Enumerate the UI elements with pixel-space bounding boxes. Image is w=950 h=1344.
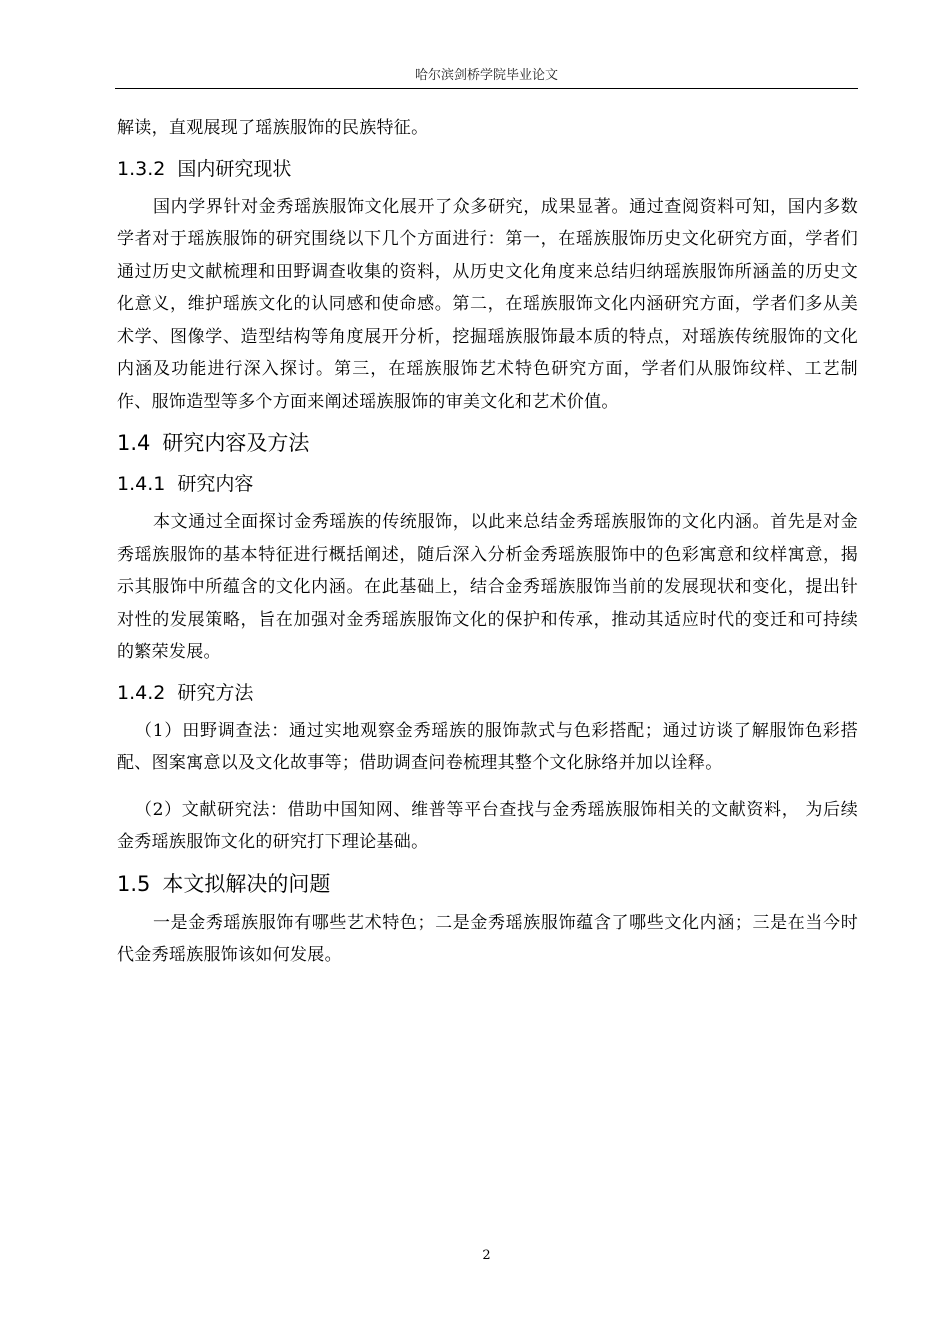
page-header: 哈尔滨剑桥学院毕业论文 bbox=[414, 68, 558, 83]
section-heading-1-5 bbox=[117, 867, 858, 901]
section-heading-1-4 bbox=[117, 426, 858, 460]
section-heading-1-4-2 bbox=[117, 677, 858, 709]
section-heading-1-3-2 bbox=[117, 153, 858, 185]
section-number: 1.4.2 bbox=[117, 681, 166, 704]
page-number: 2 bbox=[482, 1248, 491, 1263]
section-title: 研究方法 bbox=[177, 681, 254, 704]
method-literature: （2）文献研究法：借助中国知网、维普等平台查找与金秀瑶族服饰相关的文献资料， 为后续金秀瑶族服饰文化的研究打下理论基础。 bbox=[117, 799, 858, 852]
method-fieldwork: （1）田野调查法：通过实地观察金秀瑶族的服饰款式与色彩搭配；通过访谈了解服饰色彩搭配、图案寓意以及文化故事等；借助调查问卷梳理其整个文化脉络并加以诠释。 bbox=[117, 720, 858, 773]
section-number: 1.3.2 bbox=[117, 157, 166, 180]
section-title: 国内研究现状 bbox=[177, 157, 292, 180]
methods-list bbox=[117, 715, 858, 859]
section-title: 研究内容及方法 bbox=[162, 431, 310, 455]
section-title: 本文拟解决的问题 bbox=[162, 871, 331, 896]
problems-paragraph: 一是金秀瑶族服饰有哪些艺术特色；二是金秀瑶族服饰蕴含了哪些文化内涵；三是在当今时代金秀瑶族服饰该如何发展。 bbox=[117, 912, 858, 965]
section-title: 研究内容 bbox=[177, 473, 254, 495]
page-content bbox=[117, 112, 858, 972]
domestic-research-paragraph: 国内学界针对金秀瑶族服饰文化展开了众多研究，成果显著。通过查阅资料可知，国内多数学者对于瑶族服饰的研究围绕以下几个方面进行：第一，在瑶族服饰历史文化研究方面，学者们通过历史文献梳理和田野调查收集的资料，从历史文化角度来总结归纳瑶族服饰所涵盖的历史文化意义，维护瑶族文化的认同感和使命感。第二，在瑶族服饰文化内涵研究方面，学者们多从美术学、图像学、造型结构等角度展开分析，挖掘瑶族服饰最本质的特点，对瑶族传统服饰的文化内涵及功能进行深入探讨。第三，在瑶族服饰艺术特色研究方面，学者们从服饰纹样、工艺制作、服饰造型等多个方面来阐述瑶族服饰的审美文化和艺术价值。 bbox=[117, 196, 858, 412]
section-number: 1.4.1 bbox=[117, 473, 166, 495]
section-number: 1.4 bbox=[117, 431, 151, 455]
intro-paragraph-tail: 解读，直观展现了瑶族服饰的民族特征。 bbox=[117, 118, 429, 138]
section-heading-1-4-1 bbox=[117, 468, 858, 500]
header-rule bbox=[115, 88, 858, 89]
section-number: 1.5 bbox=[117, 871, 151, 896]
research-content-paragraph: 本文通过全面探讨金秀瑶族的传统服饰，以此来总结金秀瑶族服饰的文化内涵。首先是对金秀瑶族服饰的基本特征进行概括阐述，随后深入分析金秀瑶族服饰中的色彩寓意和纹样寓意，揭示其服饰中所蕴含的文化内涵。在此基础上，结合金秀瑶族服饰当前的发展现状和变化，提出针对性的发展策略，旨在加强对金秀瑶族服饰文化的保护和传承，推动其适应时代的变迁和可持续的繁荣发展。 bbox=[117, 512, 858, 662]
